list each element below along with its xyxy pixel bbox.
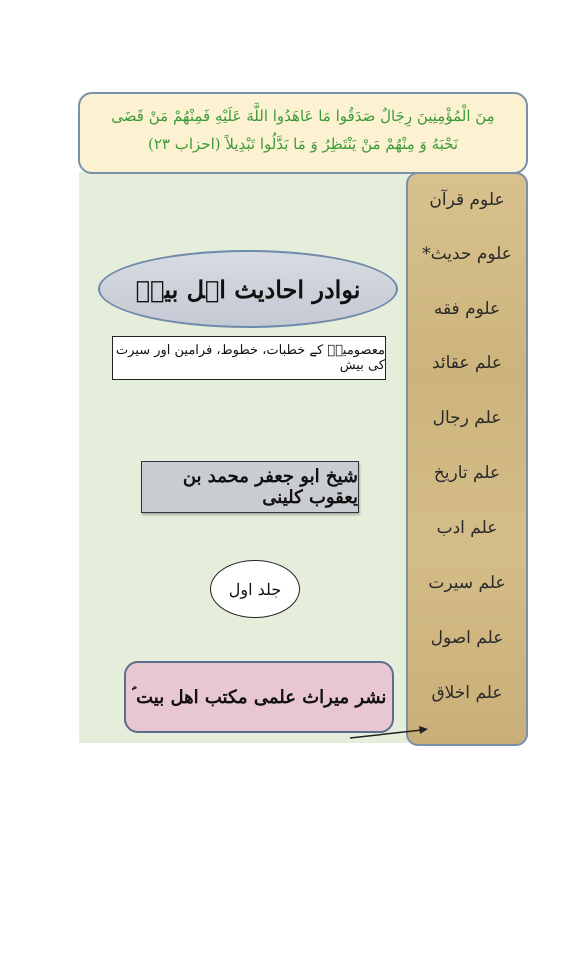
sidebar-item-ethics[interactable]: علم اخلاق [431,683,503,703]
publisher-name: نشر میراث علمی مکتب اهل بیت ؑ [131,686,387,708]
sidebar-item-literature[interactable]: علم ادب [436,518,498,538]
sidebar-item-usul[interactable]: علم اصول [430,628,504,648]
book-subtitle: معصومینؑ کے خطبات، خطوط، فرامین اور سیرت کی بیش [115,343,385,373]
sidebar-item-quran-sciences[interactable]: علوم قرآن [429,190,505,210]
arrow-right-icon [348,722,430,744]
quran-verse-box [78,92,528,174]
volume-label: جلد اول [228,579,282,599]
book-subtitle-box [112,336,386,380]
volume-oval [210,560,300,618]
verse-line-2: نَحْبَهُ وَ مِنْهُمْ مَنْ يَنْتَظِرُ وَ مَا بَدَّلُوا تَبْدِيلاً (احزاب ۲۳) [148,135,458,153]
sidebar-item-rijal[interactable]: علم رجال [432,408,502,428]
sidebar-item-fiqh-sciences[interactable]: علوم فقه [433,299,501,319]
sidebar-item-hadith-sciences[interactable]: علوم حدیث* [422,244,512,264]
sidebar-item-sirah[interactable]: علم سیرت [428,573,506,593]
book-title-oval [98,250,398,328]
author-box [141,461,359,513]
book-title: نوادر احادیث اہل بیتؑ [135,274,361,304]
author-name: شیخ ابو جعفر محمد بن یعقوب کلینی [182,466,358,508]
sciences-sidebar [406,172,528,746]
verse-line-1: مِنَ الْمُؤْمِنِينَ رِجَالٌ صَدَقُوا مَا عَاهَدُوا اللَّهَ عَلَيْهِ فَمِنْهُمْ مَنْ قَضَى [111,107,495,125]
sidebar-item-beliefs[interactable]: علم عقائد [431,353,503,373]
sidebar-item-history[interactable]: علم تاریخ [433,463,501,483]
